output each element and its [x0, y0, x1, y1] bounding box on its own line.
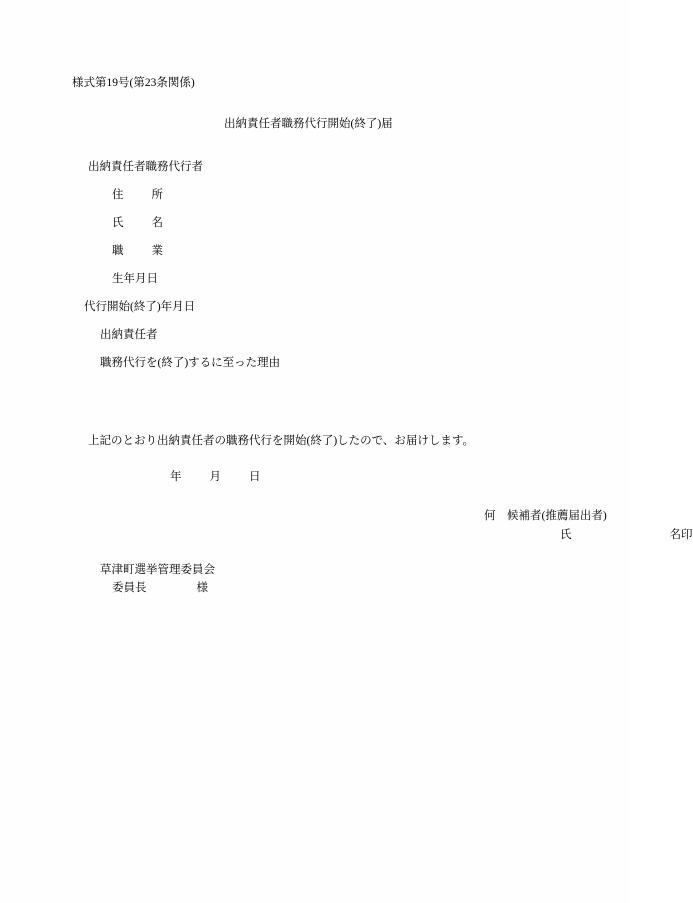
signature-surname-label: 氏	[560, 529, 572, 541]
statement-text: 上記のとおり出納責任者の職務代行を開始(終了)したので、お届けします。	[88, 435, 475, 447]
recipient-committee: 草津町選挙管理委員会	[100, 564, 215, 576]
field-occupation	[112, 245, 163, 259]
field-birthdate: 生年月日	[112, 273, 158, 285]
date-day-label: 日	[249, 471, 261, 483]
field-name	[112, 217, 163, 231]
reason-label: 職務代行を(終了)するに至った理由	[100, 357, 281, 369]
document-title: 出納責任者職務代行開始(終了)届	[224, 118, 393, 130]
date-year-label: 年	[170, 471, 182, 483]
candidate-line: 何 候補者(推薦届出者)	[484, 510, 607, 522]
field-occupation-sub: 業	[151, 245, 163, 257]
recipient-chair-line	[112, 582, 208, 596]
field-address-main: 住	[112, 189, 124, 201]
field-address-sub: 所	[151, 189, 163, 201]
field-name-sub: 名	[151, 217, 163, 229]
signature-line	[560, 529, 693, 543]
signature-given-label: 名印	[669, 529, 693, 541]
start-date-label: 代行開始(終了)年月日	[84, 301, 196, 313]
date-line	[170, 471, 261, 485]
form-number: 様式第19号(第23条関係)	[72, 77, 195, 89]
recipient-honorific: 様	[196, 582, 208, 594]
field-occupation-main: 職	[112, 245, 124, 257]
agent-heading: 出納責任者職務代行者	[88, 161, 203, 173]
date-month-label: 月	[209, 471, 221, 483]
field-name-main: 氏	[112, 217, 124, 229]
field-address	[112, 189, 163, 203]
responsible-person-label: 出納責任者	[100, 329, 158, 341]
recipient-chair-label: 委員長	[112, 582, 147, 594]
